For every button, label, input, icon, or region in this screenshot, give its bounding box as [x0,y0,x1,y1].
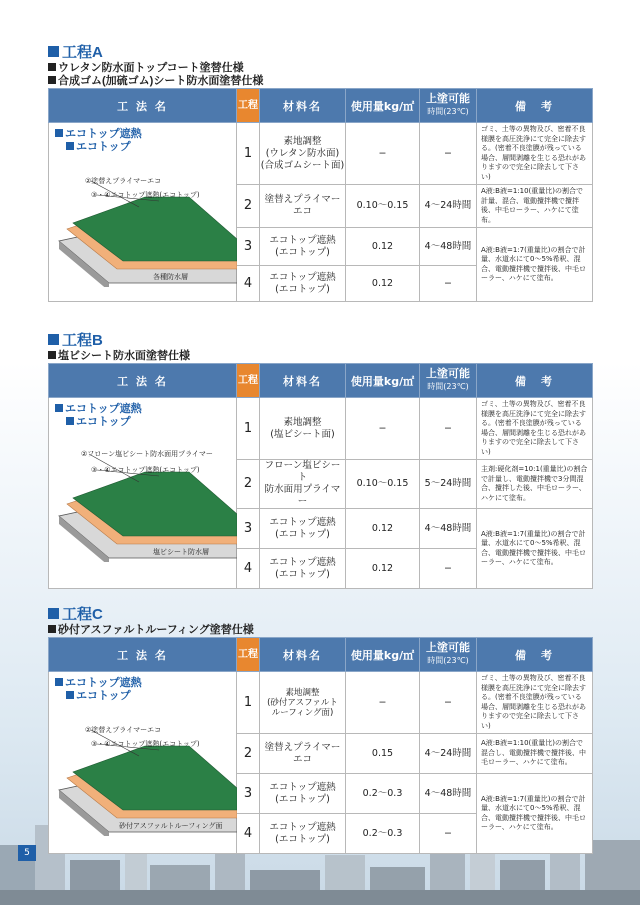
spec-table [48,637,593,854]
method-diagram [49,398,237,589]
header-remarks: 備 考 [477,364,593,398]
step-number: 3 [237,774,260,814]
material-cell: エコトップ遮熱 (エコトップ) [260,266,346,302]
time-cell: − [420,398,477,460]
header-usage: 使用量kg/㎡ [346,364,420,398]
header-step: 工程 [237,364,260,398]
header-material: 材料名 [260,89,346,123]
layer-label: ③・④エコトップ遮熱(エコトップ) [91,466,200,474]
step-number: 1 [237,672,260,734]
usage-cell: 0.10〜0.15 [346,185,420,228]
section-title: 工程C [48,606,592,624]
section-title: 工程A [48,44,592,62]
section-subtitle: 砂付アスファルトルーフィング塗替仕様 [48,624,592,637]
remarks-cell: A液:B液=1:10(重量比)の割合で混合し、電動攪拌機で攪拌後、中毛ローラー、ハケにて塗布。 [477,734,593,774]
header-recoat: 上塗可能 時間(23℃) [420,364,477,398]
material-cell: エコトップ遮熱 (エコトップ) [260,509,346,549]
usage-cell: − [346,672,420,734]
time-cell: − [420,123,477,185]
remarks-cell: A液:B液=1:7(重量比)の割合で計量、水道水にて0〜5%希釈、混合、電動攪拌機で攪拌後、中毛ローラー、ハケにて塗布。 [477,774,593,854]
spec-table [48,363,593,589]
material-cell: 塗替えプライマーエコ [260,734,346,774]
time-cell: 4〜48時間 [420,774,477,814]
section-a [48,44,592,302]
section-subtitle: 塩ビシート防水面塗替仕様 [48,350,592,363]
remarks-cell: 主剤:硬化剤=10:1(重量比)の割合で計量し、電動攪拌機で3分間混合、攪拌した後、中毛ローラー、ハケにて塗布。 [477,460,593,509]
step-number: 4 [237,549,260,589]
method-name: エコトップ遮熱 エコトップ [55,402,142,428]
layer-diagram [49,123,237,287]
header-recoat: 上塗可能 時間(23℃) [420,89,477,123]
usage-cell: − [346,123,420,185]
usage-cell: 0.2〜0.3 [346,814,420,854]
material-cell: 塗替えプライマーエコ [260,185,346,228]
usage-cell: 0.10〜0.15 [346,460,420,509]
layer-label: 塩ビシート防水層 [153,548,209,556]
usage-cell: − [346,398,420,460]
step-number: 4 [237,266,260,302]
header-recoat: 上塗可能 時間(23℃) [420,638,477,672]
usage-cell: 0.15 [346,734,420,774]
header-usage: 使用量kg/㎡ [346,89,420,123]
layer-label: 各種防水層 [153,273,188,281]
method-name: エコトップ遮熱 エコトップ [55,127,142,153]
header-material: 材料名 [260,638,346,672]
header-method: 工 法 名 [49,89,237,123]
time-cell: − [420,672,477,734]
usage-cell: 0.2〜0.3 [346,774,420,814]
time-cell: 4〜48時間 [420,509,477,549]
header-usage: 使用量kg/㎡ [346,638,420,672]
time-cell: 4〜48時間 [420,228,477,266]
page-number: 5 [18,845,36,861]
layer-label: ②塗替えプライマーエコ [85,177,162,185]
layer-diagram [49,398,237,562]
step-number: 1 [237,398,260,460]
time-cell: − [420,549,477,589]
method-diagram [49,123,237,302]
material-cell: エコトップ遮熱 (エコトップ) [260,228,346,266]
header-remarks: 備 考 [477,89,593,123]
time-cell: − [420,814,477,854]
layer-diagram [49,672,237,836]
section-title: 工程B [48,332,592,350]
method-name: エコトップ遮熱 エコトップ [55,676,142,702]
step-number: 2 [237,185,260,228]
usage-cell: 0.12 [346,266,420,302]
section-b [48,332,592,589]
material-cell: 素地調整 (塩ビシート面) [260,398,346,460]
material-cell: 素地調整 (砂付アスファルト ルーフィング面) [260,672,346,734]
step-number: 3 [237,228,260,266]
header-material: 材料名 [260,364,346,398]
time-cell: − [420,266,477,302]
section-c [48,606,592,854]
header-method: 工 法 名 [49,638,237,672]
step-number: 4 [237,814,260,854]
usage-cell: 0.12 [346,509,420,549]
step-number: 3 [237,509,260,549]
method-diagram [49,672,237,854]
layer-label: ②フローン塩ビシート防水面用プライマー [81,450,213,458]
step-number: 1 [237,123,260,185]
spec-table [48,88,593,302]
layer-label: ②塗替えプライマーエコ [85,726,162,734]
header-remarks: 備 考 [477,638,593,672]
time-cell: 4〜24時間 [420,185,477,228]
layer-label: ③・④エコトップ遮熱(エコトップ) [91,740,200,748]
remarks-cell: A液:B液=1:10(重量比)の割合で計量、混合、電動攪拌機で攪拌後、中毛ローラー、ハケにて塗布。 [477,185,593,228]
time-cell: 5〜24時間 [420,460,477,509]
section-subtitle: ウレタン防水面トップコート塗替仕様 [48,62,592,75]
material-cell: エコトップ遮熱 (エコトップ) [260,814,346,854]
layer-label: 砂付アスファルトルーフィング面 [119,822,223,830]
step-number: 2 [237,460,260,509]
usage-cell: 0.12 [346,549,420,589]
remarks-cell: ゴミ、土等の異物及び、密着不良様膜を高圧洗浄にて完全に除去する。(密着不良塗膜が残っている場合、層間剥離を生じる恐れがありますので完全に除去して下さい) [477,123,593,185]
header-step: 工程 [237,638,260,672]
material-cell: 素地調整 (ウレタン防水面) (合成ゴムシート面) [260,123,346,185]
section-subtitle: 合成ゴム(加硫ゴム)シート防水面塗替仕様 [48,75,592,88]
usage-cell: 0.12 [346,228,420,266]
remarks-cell: ゴミ、土等の異物及び、密着不良様膜を高圧洗浄にて完全に除去する。(密着不良塗膜が残っている場合、層間剥離を生じる恐れがありますので完全に除去して下さい) [477,672,593,734]
layer-label: ③・④エコトップ遮熱(エコトップ) [91,191,200,199]
remarks-cell: A液:B液=1:7(重量比)の割合で計量、水道水にて0〜5%希釈、混合、電動攪拌機で攪拌後、中毛ローラー、ハケにて塗布。 [477,509,593,589]
remarks-cell: ゴミ、土等の異物及び、密着不良様膜を高圧洗浄にて完全に除去する。(密着不良塗膜が残っている場合、層間剥離を生じる恐れがありますので完全に除去して下さい) [477,398,593,460]
material-cell: エコトップ遮熱 (エコトップ) [260,549,346,589]
time-cell: 4〜24時間 [420,734,477,774]
material-cell: フローン塩ビシート 防水面用プライマー [260,460,346,509]
material-cell: エコトップ遮熱 (エコトップ) [260,774,346,814]
header-step: 工程 [237,89,260,123]
step-number: 2 [237,734,260,774]
header-method: 工 法 名 [49,364,237,398]
remarks-cell: A液:B液=1:7(重量比)の割合で計量、水道水にて0〜5%希釈、混合、電動攪拌機で攪拌後、中毛ローラー、ハケにて塗布。 [477,228,593,302]
